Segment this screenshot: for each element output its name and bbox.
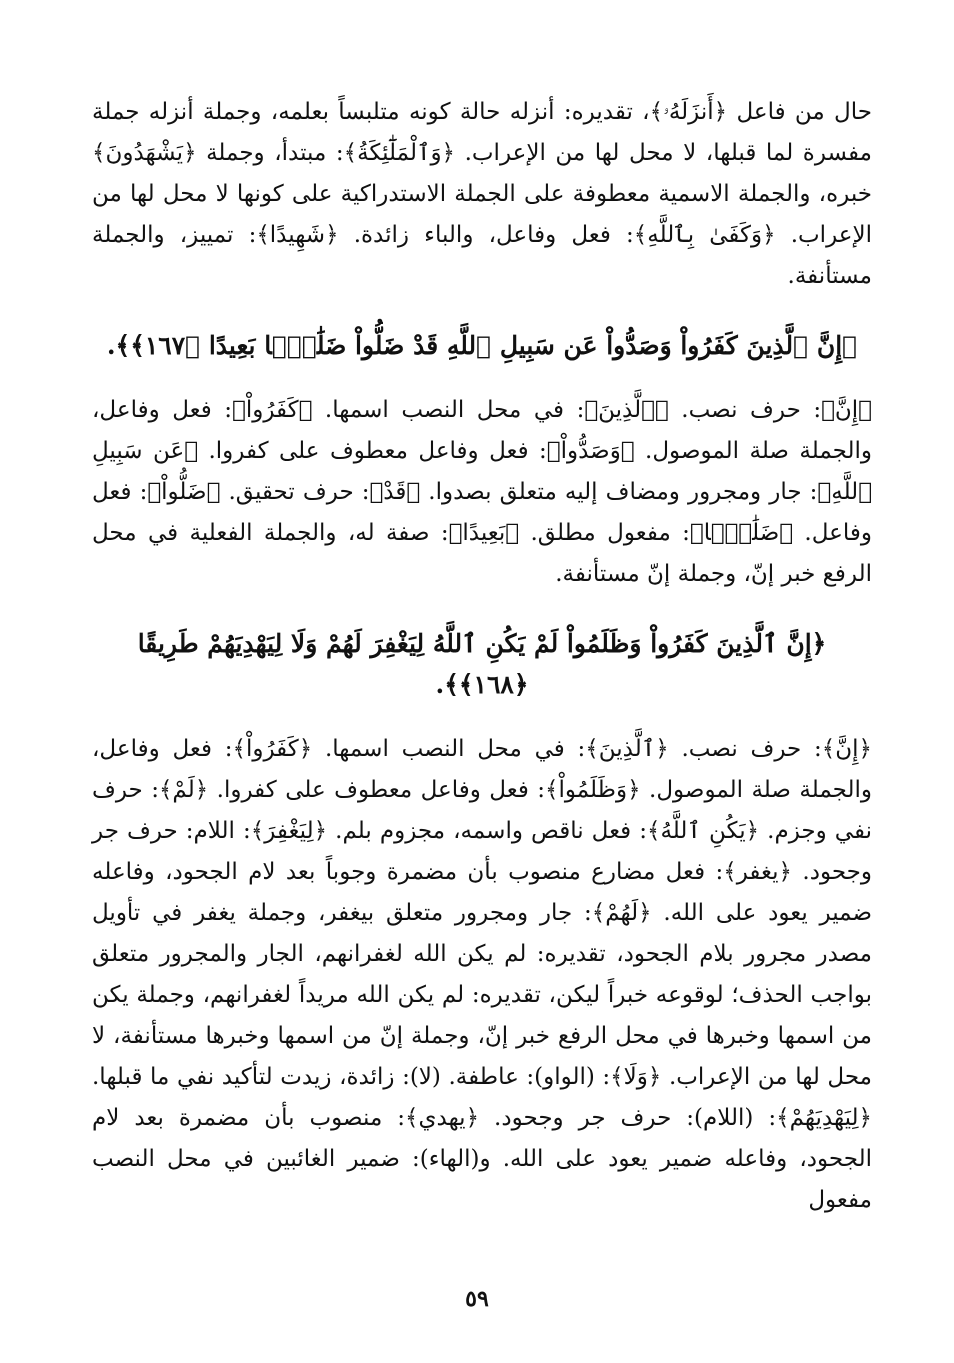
spacer [92,595,872,623]
paragraph-2: ﴿إِنَّ﴾: حرف نصب. ﴿ٱلَّذِينَ﴾: في محل النصب اسمها. ﴿كَفَرُواْ﴾: فعل وفاعل، والجملة صلة الموصول. ﴿وَصَدُّواْ﴾: فعل وفاعل معطوف على كفروا. ﴿عَن سَبِيلِ ٱللَّهِ﴾: جار ومجرور ومضاف إليه متعلق بصدوا. ﴿قَدْ﴾: حرف تحقيق. ﴿ضَلُّواْ﴾: فعل وفاعل. ﴿ضَلَٰلًۢا﴾: مفعول مطلق. ﴿بَعِيدًا﴾: صفة له، والجملة الفعلية في محل الرفع خبر إنّ، وجملة إنّ مستأنفة. [92,397,872,587]
verse-168: ﴿إِنَّ ٱلَّذِينَ كَفَرُواْ وَظَلَمُواْ لَمْ يَكُنِ ٱللَّهُ لِيَغْفِرَ لَهُمْ وَلَا لِيَهْدِيَهُمْ طَرِيقًا ﴿١٦٨﴾﴾. [137,629,827,699]
paragraph-3: ﴿إِنَّ﴾: حرف نصب. ﴿ٱلَّذِينَ﴾: في محل النصب اسمها. ﴿كَفَرُواْ﴾: فعل وفاعل، والجملة صلة الموصول. ﴿وَظَلَمُواْ﴾: فعل وفاعل معطوف على كفروا. ﴿لَمْ﴾: حرف نفي وجزم. ﴿يَكُنِ ٱللَّهُ﴾: فعل ناقص واسمه، مجزوم بلم. ﴿لِيَغْفِرَ﴾: اللام: حرف جر وجحود. ﴿يغفر﴾: فعل مضارع منصوب بأن مضمرة وجوباً بعد لام الجحود، وفاعله ضمير يعود على الله. ﴿لَهُمْ﴾: جار ومجرور متعلق بيغفر، وجملة يغفر في تأويل مصدر مجرور بلام الجحود، تقديره: لم يكن الله لغفرانهم، الجار والمجرور متعلق بواجب الحذف؛ لوقوعه خبراً ليكن، تقديره: لم يكن الله مريداً لغفرانهم، وجملة يكن من اسمها وخبرها في محل الرفع خبر إنّ، وجملة إنّ من اسمها وخبرها مستأنفة، لا محل لها من الإعراب. ﴿وَلَا﴾: (الواو): عاطفة. (لا): زائدة، زيدت لتأكيد نفي ما قبلها. ﴿لِيَهْدِيَهُمْ﴾: (اللام): حرف جر وجحود. ﴿يهدي﴾: منصوب بأن مضمرة بعد لام الجحود، وفاعله ضمير يعود على الله. و(الهاء): ضمير الغائبين في محل النصب مفعول [92,736,872,1213]
verse-167: ﴿إِنَّ ٱلَّذِينَ كَفَرُواْ وَصَدُّواْ عَن سَبِيلِ ٱللَّهِ قَدْ ضَلُّواْ ضَلَٰلًۢا بَعِيدًا ﴿١٦٧﴾﴾. [106,331,858,360]
spacer [92,705,872,729]
spacer [92,366,872,390]
page-body [92,92,872,1221]
spacer [92,297,872,325]
page-number: ٥٩ [465,1286,489,1312]
paragraph-1: حال من فاعل ﴿أَنزَلَهُۥ﴾، تقديره: أنزله حالة كونه متلبساً بعلمه، وجملة أنزله جملة مفسرة لما قبلها، لا محل لها من الإعراب. ﴿وَٱلْمَلَٰٓئِكَةُ﴾: مبتدأ، وجملة ﴿يَشْهَدُونَ﴾ خبره، والجملة الاسمية معطوفة على الجملة الاستدراكية على كونها لا محل لها من الإعراب. ﴿وَكَفَىٰ بِٱللَّهِ﴾: فعل وفاعل، والباء زائدة. ﴿شَهِيدًا﴾: تمييز، والجملة مستأنفة. [92,99,872,289]
